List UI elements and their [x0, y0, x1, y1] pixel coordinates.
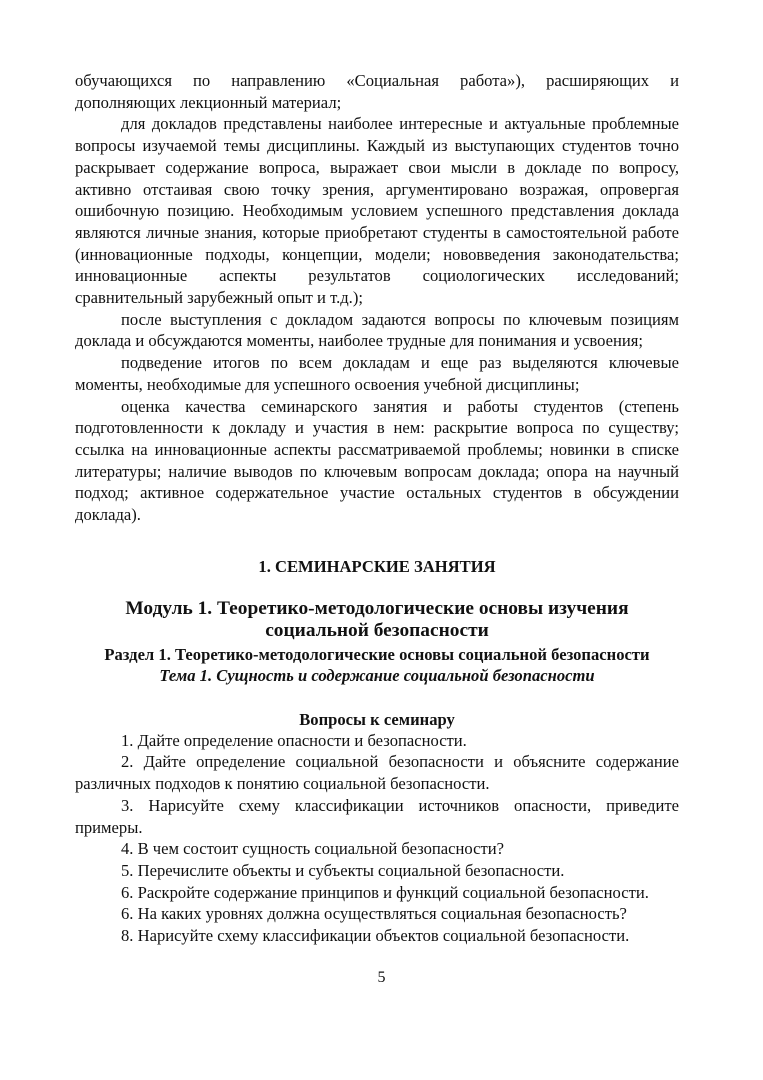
razdel-title: Раздел 1. Теоретико-методологические основы социальной безопасности	[104, 644, 650, 664]
question-item: 5. Перечислите объекты и субъекты социальной безопасности.	[121, 860, 565, 880]
question-item: 1. Дайте определение опасности и безопасности.	[121, 730, 467, 750]
module-title: Модуль 1. Теоретико-методологические основы изучения социальной безопасности	[125, 597, 629, 641]
paragraph-after-report: после выступления с докладом задаются вопросы по ключевым позициям доклада и обсуждаются моменты, наиболее трудные для понимания и усвоения;	[75, 309, 679, 351]
paragraph-summary: подведение итогов по всем докладам и еще раз выделяются ключевые моменты, необходимые для успешного освоения учебной дисциплины;	[75, 353, 679, 394]
tema-title: Тема 1. Сущность и содержание социальной безопасности	[159, 665, 595, 685]
question-item: 6. Раскройте содержание принципов и функций социальной безопасности.	[121, 882, 649, 902]
question-item: 6. На каких уровнях должна осуществляться социальная безопасность?	[121, 904, 627, 924]
question-item: 3. Нарисуйте схему классификации источников опасности, приведите примеры.	[75, 795, 679, 837]
question-item: 4. В чем состоит сущность социальной безопасности?	[121, 839, 504, 859]
question-item: 2. Дайте определение социальной безопасности и объясните содержание различных подходов к понятию социальной безопасности.	[75, 752, 679, 794]
paragraph-reports: для докладов представлены наиболее интересные и актуальные проблемные вопросы изучаемой темы дисциплины. Каждый из выступающих студентов точно раскрывает содержание вопроса, выражает свои мысли в докладе по вопросу, активно отстаивая свою точку зрения, аргументировано возражая, опровергая ошибочную позицию. Необходимым условием успешного представления доклада являются личные знания, которые приобретают студенты в самостоятельной работе (инновационные подходы, концепции, модели; нововведения законодательства; инновационные аспекты результатов социологических исследований; сравнительный зарубежный опыт и т.д.);	[75, 114, 679, 308]
document-page	[75, 70, 679, 947]
questions-list	[75, 730, 679, 947]
questions-heading: Вопросы к семинару	[299, 709, 455, 729]
paragraph-continuation: обучающихся по направлению «Социальная работа»), расширяющих и дополняющих лекционный материал;	[75, 71, 679, 112]
question-item: 8. Нарисуйте схему классификации объектов социальной безопасности.	[121, 926, 630, 946]
section-title: 1. СЕМИНАРСКИЕ ЗАНЯТИЯ	[258, 556, 496, 576]
page-number: 5	[377, 969, 386, 986]
paragraph-evaluation: оценка качества семинарского занятия и работы студентов (степень подготовленности к докладу и участия в нем: раскрытие вопроса по существу; ссылка на инновационные аспекты рассматриваемой проблемы; новинки в списке литературы; наличие выводов по ключевым вопросам доклада; опора на научный подход; активное содержательное участие остальных студентов в обсуждении доклада).	[75, 396, 679, 525]
